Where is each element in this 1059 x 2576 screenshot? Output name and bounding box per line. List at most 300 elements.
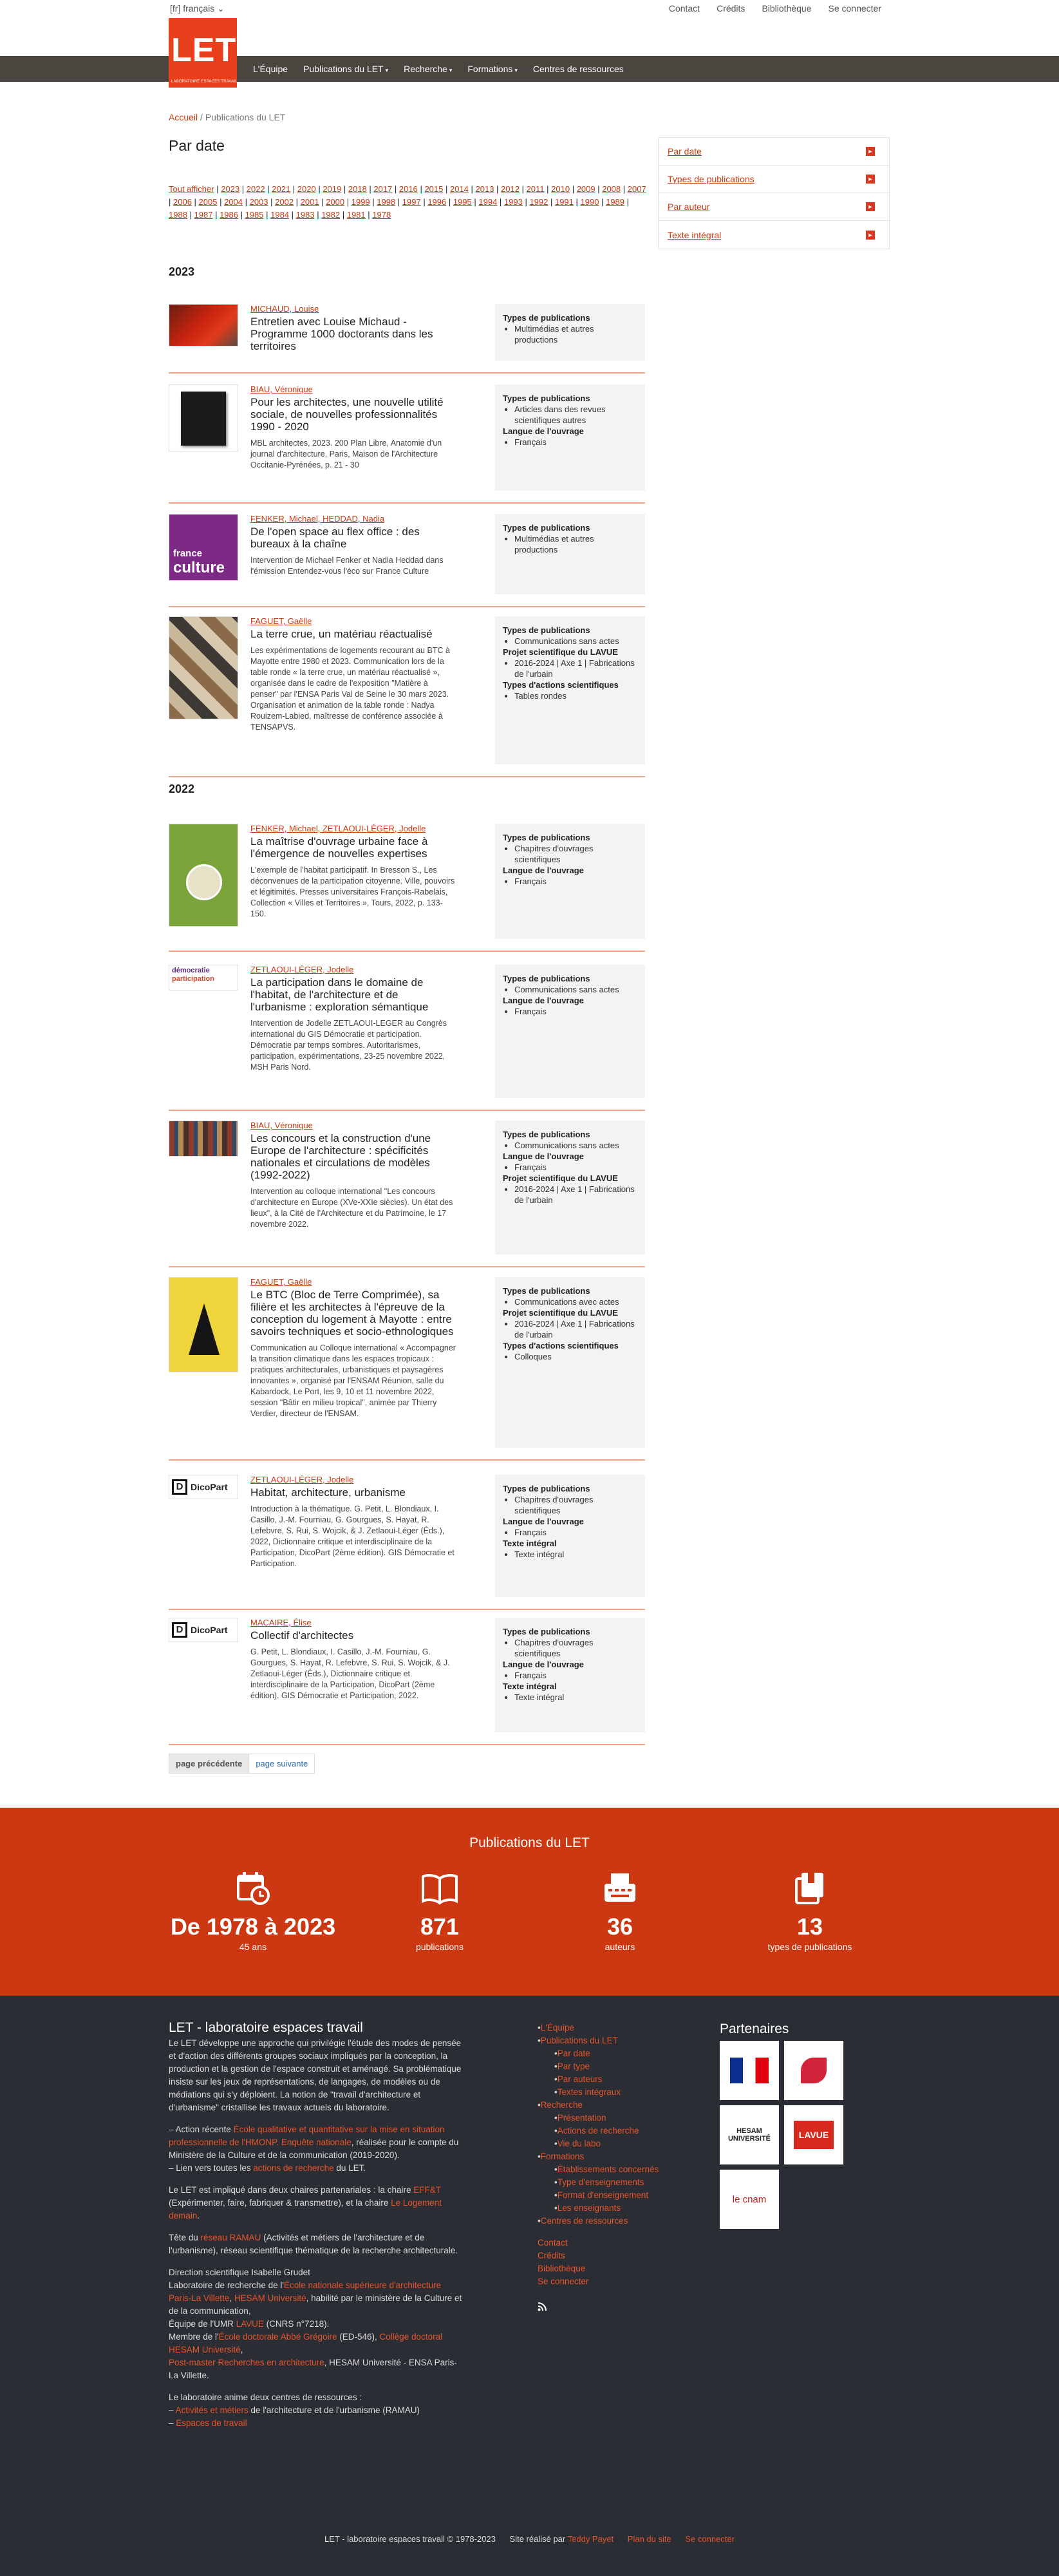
meta-value[interactable]: • Communications sans actes	[514, 636, 637, 647]
meta-list	[514, 1692, 637, 1703]
publication-authors[interactable]: ZETLAOUI-LÉGER, Jodelle	[250, 1475, 354, 1484]
dicopart-logo	[172, 1622, 228, 1638]
publication-thumbnail[interactable]	[169, 304, 238, 346]
swirl-shape	[801, 2058, 827, 2083]
footer-extra-item	[538, 2249, 659, 2262]
meta-value[interactable]: • Multimédias et autres productions	[514, 533, 637, 555]
meta-heading: Projet scientifique du LAVUE	[503, 1173, 618, 1183]
nav-item-2[interactable]	[404, 64, 452, 74]
publication-meta	[495, 1277, 645, 1448]
postmaster-link[interactable]: Post-master Recherches en architecture	[169, 2358, 324, 2367]
year-link[interactable]: 2022	[246, 184, 265, 194]
footer-menu-link[interactable]: Publications du LET	[540, 2036, 618, 2045]
year-link[interactable]: 2003	[249, 197, 268, 207]
publication-meta	[495, 965, 645, 1098]
nav-item-label: Publications du LET	[303, 64, 384, 74]
year-heading: 2022	[169, 782, 195, 795]
breadcrumb-home[interactable]: Accueil	[169, 112, 198, 122]
logo-text: LET	[171, 32, 237, 69]
footer-extra-link[interactable]: Crédits	[538, 2251, 565, 2260]
footer-about	[169, 2022, 465, 2439]
year-separator: |	[443, 184, 450, 194]
year-link[interactable]: 1989	[606, 197, 624, 207]
footer-actions	[169, 2123, 465, 2175]
year-link[interactable]: 1994	[478, 197, 498, 207]
year-separator: |	[294, 197, 301, 207]
footer-extra-link[interactable]: Se connecter	[538, 2277, 589, 2286]
publication-item	[169, 1475, 645, 1610]
ecole-doctorale-link[interactable]: École doctorale Abbé Grégoire	[218, 2332, 337, 2342]
footer-menu-item	[554, 2176, 659, 2189]
meta-value[interactable]: • Tables rondes	[514, 690, 637, 701]
footer-menu-link[interactable]: L'Équipe	[540, 2023, 574, 2032]
lavue-link[interactable]: LAVUE	[236, 2319, 264, 2329]
text: –	[169, 2418, 176, 2428]
year-link[interactable]: 1995	[453, 197, 472, 207]
nav-item-0[interactable]	[253, 64, 288, 74]
year-link[interactable]: 1990	[580, 197, 599, 207]
footer-menu-link[interactable]: Centres de ressources	[540, 2216, 628, 2226]
year-link[interactable]: 2023	[221, 184, 240, 194]
logo-line: démocratie	[172, 967, 210, 974]
footer-menu-link[interactable]: Par date	[557, 2049, 590, 2058]
meta-list	[514, 843, 637, 865]
publication-authors[interactable]: BIAU, Véronique	[250, 1121, 313, 1130]
year-separator: |	[392, 184, 399, 194]
footer-login-link[interactable]: Se connecter	[685, 2534, 735, 2544]
footer-extra-item	[538, 2275, 659, 2288]
footer-menu-link[interactable]: Actions de recherche	[557, 2126, 639, 2136]
stat-1	[350, 1871, 530, 1952]
text: , HESAM Université - ENSA Paris-La Villette.	[169, 2358, 457, 2380]
hesam-universite-logo[interactable]	[720, 2105, 779, 2164]
publication-description: Intervention de Jodelle ZETLAOUI-LEGER au Congrès international du GIS Démocratie et participation. Démocratie par temps sombres. Autoritarismes, participation, expérimentations, 23-25 novembre 2022, MSH Paris Nord.	[250, 1019, 447, 1072]
center-ramau-link[interactable]: Activités et métiers	[175, 2405, 248, 2415]
year-separator: |	[341, 184, 348, 194]
publication-main	[250, 1277, 456, 1419]
year-link[interactable]: 2012	[501, 184, 520, 194]
publication-thumbnail[interactable]	[169, 1277, 238, 1372]
year-link[interactable]: 2010	[551, 184, 570, 194]
partner-label: LAVUE	[794, 2121, 834, 2149]
meta-heading: Texte intégral	[503, 1681, 557, 1691]
publication-meta	[495, 1618, 645, 1732]
cover-letter	[189, 1303, 220, 1355]
year-separator: |	[395, 197, 402, 207]
hesam-link[interactable]: HESAM Université	[234, 2293, 306, 2303]
footer-menu-item	[554, 2047, 659, 2060]
meta-value[interactable]: • 2016-2024 | Axe 1 | Fabrications de l'urbain	[514, 1318, 637, 1340]
footer-actions-link[interactable]: actions de recherche	[253, 2163, 334, 2173]
meta-heading: Types de publications	[503, 1627, 590, 1636]
publication-title[interactable]: Collectif d'architectes	[250, 1629, 354, 1642]
meta-list	[514, 690, 637, 701]
footer-menu-link[interactable]: Vie du labo	[557, 2139, 601, 2148]
year-separator: |	[471, 197, 479, 207]
meta-heading: Types de publications	[503, 974, 590, 983]
breadcrumb-separator: /	[200, 112, 205, 122]
year-link[interactable]: 2017	[373, 184, 393, 194]
meta-heading: Projet scientifique du LAVUE	[503, 1308, 618, 1318]
footer-extra-link[interactable]: Bibliothèque	[538, 2264, 586, 2273]
sitemap-link[interactable]: Plan du site	[627, 2534, 671, 2544]
text: , réalisée pour le compte du Ministère de la Culture et de la communication (2019-2020).	[169, 2137, 459, 2160]
publication-authors[interactable]: FENKER, Michael, ZETLAOUI-LÉGER, Jodelle	[250, 824, 426, 833]
publication-main	[250, 1121, 456, 1230]
year-link[interactable]: 2004	[224, 197, 243, 207]
year-separator: |	[544, 184, 552, 194]
meta-value[interactable]: • Français	[514, 1162, 637, 1173]
year-link[interactable]: 1992	[529, 197, 548, 207]
meta-value[interactable]: • Français	[514, 876, 637, 887]
year-link[interactable]: 2013	[475, 184, 494, 194]
publication-authors[interactable]: FAGUET, Gaëlle	[250, 1277, 312, 1287]
meta-value[interactable]: • Français	[514, 1527, 637, 1538]
meta-heading: Langue de l'ouvrage	[503, 1151, 584, 1161]
publication-thumbnail[interactable]	[169, 824, 238, 927]
top-link-contact[interactable]: Contact	[668, 3, 700, 14]
year-separator: |	[365, 210, 373, 220]
year-heading: 2023	[169, 265, 195, 278]
sidebar-item-label: Types de publications	[668, 174, 754, 184]
footer-menu-link[interactable]: Formations	[540, 2152, 585, 2161]
year-link[interactable]: 1986	[220, 210, 238, 220]
year-link[interactable]: 1993	[503, 197, 523, 207]
year-index	[169, 183, 648, 222]
footer-menu-link[interactable]: Textes intégraux	[557, 2087, 621, 2097]
year-separator: |	[446, 197, 453, 207]
year-link[interactable]: 2000	[326, 197, 345, 207]
meta-heading: Types de publications	[503, 393, 590, 403]
nav-item-3[interactable]	[467, 64, 518, 74]
footer-menu-item	[554, 2189, 659, 2202]
text: – Lien vers toutes les	[169, 2163, 254, 2173]
stat-label: types de publications	[767, 1942, 852, 1952]
stat-value: 871	[420, 1913, 460, 1940]
year-separator: |	[599, 197, 606, 207]
publication-thumbnail[interactable]	[169, 1618, 238, 1642]
publication-title[interactable]: Habitat, architecture, urbanisme	[250, 1486, 406, 1499]
chair-efft-link[interactable]: EFF&T	[413, 2185, 441, 2195]
year-link[interactable]: 1991	[554, 197, 574, 207]
stat-3	[720, 1871, 900, 1952]
publication-description: Les expérimentations de logements recourant au BTC à Mayotte entre 1980 et 2023. Communication lors de la table ronde « la terre crue, un matériau réactualisé », organisée dans le cadre de l'exposition "Matière à penser" par l'ENSA Paris Val de Seine le 30 mars 2023. Organisation et animation de la table ronde : Nadya Rouizem-Labied, maîtresse de conférence associée à TENSAPVS.	[250, 646, 450, 732]
publication-thumbnail[interactable]	[169, 1475, 238, 1499]
footer-menu-item	[554, 2163, 659, 2176]
year-link[interactable]: 1984	[270, 210, 290, 220]
publication-meta	[495, 514, 645, 594]
nav-item-4[interactable]	[533, 64, 624, 74]
text: ,	[240, 2345, 243, 2354]
publication-authors[interactable]: MACAIRE, Élise	[250, 1618, 312, 1627]
meta-list	[514, 323, 637, 345]
chair-logement-link[interactable]: Le Logement demain	[169, 2198, 442, 2221]
footer-menu-link[interactable]: Établissements concernés	[557, 2164, 659, 2174]
year-link[interactable]: 2011	[526, 184, 545, 194]
text: du LET.	[333, 2163, 366, 2173]
footer-intro: Le LET développe une approche qui privilégie l'étude des modes de pensée et d'action des différents groupes sociaux impliqués par la conception, la production et la gestion de l'espace construit et aménagé. Sa problématique insiste sur les jeux de représentations, de langages, de modèles ou de médiations qui s'y déploient. La notion de "travail d'architecture et d'urbanisme" cristallise les travaux actuels du laboratoire.	[169, 2038, 462, 2112]
publication-description: Communication au Colloque international « Accompagner la transition climatique dans les espaces tropicaux : pratiques architecturales, urbanistiques et paysagères innovantes », organisé par l'ENSAM Réunion, salle du Kabardock, Le Port, les 9, 10 et 11 novembre 2022, session "Bâtir en milieu tropical", animée par Thierry Verdier, directeur de l'ENSAM.	[250, 1343, 456, 1418]
text: Direction scientifique Isabelle Grudet	[169, 2268, 310, 2277]
breadcrumb-current: Publications du LET	[205, 112, 286, 122]
footer-action-link[interactable]: École qualitative et quantitative sur la mise en situation professionnelle de l'HMONP. Enquête nationale	[169, 2125, 445, 2147]
lavue-logo[interactable]	[784, 2105, 843, 2164]
publication-main	[250, 514, 456, 577]
footer-menu-link[interactable]: Par auteurs	[557, 2074, 603, 2084]
meta-list	[514, 1351, 637, 1362]
top-link-login[interactable]: Se connecter	[828, 3, 881, 14]
year-link[interactable]: 2019	[323, 184, 342, 194]
footer-menu-link[interactable]: Type d'enseignements	[557, 2177, 644, 2187]
cover-circle	[186, 864, 222, 900]
center-espaces-link[interactable]: Espaces de travail	[176, 2418, 247, 2428]
stats-title: Publications du LET	[469, 1835, 590, 1850]
year-link-all[interactable]: Tout afficher	[169, 184, 214, 194]
year-link[interactable]: 2006	[173, 197, 192, 207]
meta-heading: Langue de l'ouvrage	[503, 866, 584, 875]
sidebar	[658, 137, 890, 249]
year-link[interactable]: 2021	[272, 184, 291, 194]
publication-authors[interactable]: ZETLAOUI-LÉGER, Jodelle	[250, 965, 354, 974]
meta-value[interactable]: • Texte intégral	[514, 1549, 637, 1560]
text: – Action récente	[169, 2125, 234, 2134]
meta-value[interactable]: • Communications sans actes	[514, 1140, 637, 1151]
year-link[interactable]: 1978	[372, 210, 391, 220]
publication-item	[169, 1618, 645, 1745]
meta-value[interactable]: • Articles dans des revues scientifiques autres	[514, 404, 637, 426]
year-separator: |	[242, 197, 250, 207]
calendar-clock-icon	[140, 1871, 366, 1908]
meta-value[interactable]: • Multimédias et autres productions	[514, 323, 637, 345]
text: , habilité par le ministère de la Culture et de la communication,	[169, 2293, 462, 2316]
publication-title[interactable]: La participation dans le domaine de l'habitat, de l'architecture et de l'urbanisme : exploration sémantique	[250, 976, 429, 1013]
meta-list	[514, 1670, 637, 1681]
arrow-right-icon: ►	[866, 231, 875, 240]
publication-meta	[495, 304, 645, 361]
year-link[interactable]: 1985	[245, 210, 264, 220]
year-link[interactable]: 1998	[377, 197, 396, 207]
language-selector[interactable]	[170, 3, 225, 14]
publication-title[interactable]: De l'open space au flex office : des bureaux à la chaîne	[250, 526, 420, 550]
year-link[interactable]: 2014	[449, 184, 469, 194]
meta-heading: Langue de l'ouvrage	[503, 996, 584, 1005]
publication-title[interactable]: Les concours et la construction d'une Europe de l'architecture : spécificités nationales et circulations de modèles (1992-2022)	[250, 1132, 431, 1181]
sidebar-item-2[interactable]	[659, 193, 889, 221]
publication-meta	[495, 616, 645, 764]
publication-thumbnail[interactable]	[169, 514, 238, 581]
partner-label: HESAM UNIVERSITÉ	[727, 2127, 771, 2143]
footer-menu-item	[538, 2022, 659, 2034]
meta-value[interactable]: • Chapitres d'ouvrages scientifiques	[514, 843, 637, 865]
publication-authors[interactable]: FAGUET, Gaëlle	[250, 616, 312, 626]
footer-menu-item	[538, 2150, 659, 2163]
meta-value[interactable]: • Français	[514, 1670, 637, 1681]
meta-value[interactable]: • Français	[514, 1006, 637, 1017]
meta-value[interactable]: • Communications avec actes	[514, 1296, 637, 1307]
meta-heading: Types d'actions scientifiques	[503, 680, 619, 690]
year-separator: |	[417, 184, 425, 194]
year-link[interactable]: 2001	[300, 197, 319, 207]
publication-meta	[495, 384, 645, 491]
arrow-right-icon: ►	[866, 175, 875, 184]
meta-list	[514, 1296, 637, 1307]
meta-heading: Langue de l'ouvrage	[503, 1517, 584, 1526]
publication-main	[250, 824, 456, 920]
footer-institutions	[169, 2266, 465, 2382]
meta-value[interactable]: • Communications sans actes	[514, 984, 637, 995]
publication-main	[250, 1475, 456, 1569]
footer-menu-item	[538, 2099, 659, 2112]
publication-authors[interactable]: MICHAUD, Louise	[250, 304, 319, 314]
sidebar-item-1[interactable]	[659, 166, 889, 193]
publication-thumbnail[interactable]	[169, 1121, 238, 1157]
ramau-link[interactable]: réseau RAMAU	[200, 2233, 261, 2242]
partner-label: le cnam	[732, 2193, 767, 2205]
year-separator: |	[239, 184, 247, 194]
text: Le LET est impliqué dans deux chaires partenariales : la chaire	[169, 2185, 414, 2195]
publication-authors[interactable]: BIAU, Véronique	[250, 384, 313, 394]
year-link[interactable]: 2018	[348, 184, 367, 194]
year-link[interactable]: 2009	[576, 184, 595, 194]
publication-title[interactable]: Pour les architectes, une nouvelle utilité sociale, de nouvelles professionnalités 1990 - 2020	[250, 396, 444, 433]
sidebar-item-0[interactable]	[659, 138, 889, 166]
stat-value: 13	[796, 1913, 823, 1940]
dicopart-logo	[172, 1479, 228, 1495]
year-link[interactable]: 1999	[351, 197, 370, 207]
chevron-down-icon: ⌄	[217, 3, 225, 14]
top-bar	[0, 0, 1059, 19]
year-separator: |	[263, 210, 271, 220]
year-link[interactable]: 2015	[424, 184, 444, 194]
arrow-right-icon: ►	[866, 147, 875, 156]
year-link[interactable]: 2005	[198, 197, 218, 207]
logo-line: participation	[172, 975, 215, 983]
partners-title: Partenaires	[720, 2022, 789, 2036]
publication-title[interactable]: La terre crue, un matériau réactualisé	[250, 628, 433, 640]
prev-page-button[interactable]: page précédente	[169, 1754, 249, 1774]
next-page-button[interactable]: page suivante	[249, 1754, 315, 1774]
text: .	[197, 2211, 200, 2221]
year-separator: |	[420, 197, 428, 207]
footer-centers	[169, 2391, 465, 2430]
meta-list	[514, 404, 637, 426]
meta-value[interactable]: • Chapitres d'ouvrages scientifiques	[514, 1494, 637, 1516]
meta-value[interactable]: • Colloques	[514, 1351, 637, 1362]
meta-list	[514, 1494, 637, 1516]
footer-menu-link[interactable]: Format d'enseignement	[557, 2190, 649, 2200]
made-by-prefix: Site réalisé par	[509, 2534, 568, 2544]
year-separator: |	[522, 197, 530, 207]
footer-menu-link[interactable]: Recherche	[540, 2100, 583, 2110]
text: Le laboratoire anime deux centres de ressources :	[169, 2392, 362, 2402]
meta-value[interactable]: • 2016-2024 | Axe 1 | Fabrications de l'urbain	[514, 1184, 637, 1206]
republique-francaise-logo[interactable]	[720, 2041, 779, 2100]
year-link[interactable]: 2020	[297, 184, 316, 194]
publication-item	[169, 1121, 645, 1267]
footer-menu-link[interactable]: Présentation	[557, 2113, 606, 2123]
publication-meta	[495, 824, 645, 939]
year-link[interactable]: 1981	[346, 210, 366, 220]
year-link[interactable]: 2016	[398, 184, 418, 194]
year-link[interactable]: 1988	[169, 210, 187, 220]
rss-icon[interactable]	[538, 2302, 659, 2315]
text: (ED-546),	[337, 2332, 380, 2342]
meta-heading: Types d'actions scientifiques	[503, 1341, 619, 1350]
ensa-paris-la-villette-logo[interactable]	[784, 2041, 843, 2100]
cnam-logo[interactable]	[720, 2170, 779, 2229]
year-link[interactable]: 2007	[627, 184, 646, 194]
publication-description: Intervention au colloque international "Les concours d'architecture en Europe (XVe-XXIe siècles). Un état des lieux", à la Cité de l'Architecture et du Patrimoine, le 17 novembre 2022.	[250, 1187, 453, 1229]
meta-value[interactable]: • Texte intégral	[514, 1692, 637, 1703]
year-link[interactable]: 1987	[194, 210, 213, 220]
publication-thumbnail[interactable]	[169, 384, 238, 451]
meta-list	[514, 1006, 637, 1017]
site-logo[interactable]	[169, 18, 237, 88]
flag-shape	[730, 2058, 769, 2083]
year-link[interactable]: 1983	[295, 210, 315, 220]
year-separator: |	[214, 184, 221, 194]
meta-value[interactable]: • Français	[514, 437, 637, 448]
meta-value[interactable]: • Chapitres d'ouvrages scientifiques	[514, 1637, 637, 1659]
stat-label: 45 ans	[239, 1942, 267, 1952]
footer-menu-link[interactable]: Les enseignants	[557, 2203, 621, 2213]
publication-main	[250, 384, 456, 471]
year-separator: |	[621, 184, 628, 194]
top-link-bibliotheque[interactable]: Bibliothèque	[762, 3, 812, 14]
nav-item-1[interactable]	[303, 64, 388, 74]
publication-title[interactable]: Le BTC (Bloc de Terre Comprimée), sa filière et les architectes à l'épreuve de la conception du logement à Mayotte : entre savoirs techniques et socio-ethnologiques	[250, 1289, 454, 1338]
publication-description: Introduction à la thématique. G. Petit, L. Blondiaux, I. Casillo, J.-M. Fourniau, G. Gourgues, S. Hayat, R. Lefebvre, S. Rui, S. Wojcik, & J. Zetlaoui-Léger (Éds.), 2022, Dictionnaire critique et interdisciplinaire de la Participation, DicoPart (2ème édition). GIS Démocratie et Participation.	[250, 1504, 455, 1568]
copyright-text: LET - laboratoire espaces travail © 1978-2023	[324, 2534, 496, 2544]
made-by-link[interactable]: Teddy Payet	[567, 2534, 614, 2544]
publication-thumbnail[interactable]	[169, 616, 238, 719]
partners	[720, 2022, 843, 2229]
publication-thumbnail[interactable]	[169, 965, 238, 990]
meta-list	[514, 437, 637, 448]
logo-line: DicoPart	[191, 1625, 228, 1635]
year-separator: |	[468, 184, 476, 194]
meta-list	[514, 636, 637, 647]
publication-title[interactable]: Entretien avec Louise Michaud - Programme 1000 doctorants dans les territoires	[250, 316, 433, 352]
footer-extra-link[interactable]: Contact	[538, 2238, 568, 2248]
footer-menu-link[interactable]: Par type	[557, 2061, 590, 2071]
meta-heading: Types de publications	[503, 1286, 590, 1296]
meta-value[interactable]: • 2016-2024 | Axe 1 | Fabrications de l'urbain	[514, 658, 637, 679]
top-link-credits[interactable]: Crédits	[717, 3, 745, 14]
year-link[interactable]: 2008	[602, 184, 621, 194]
year-separator: |	[265, 184, 272, 194]
ensapl-link[interactable]: École nationale supérieure d'architecture Paris-La Villette	[169, 2280, 442, 2303]
main-nav	[0, 56, 1059, 82]
publication-description: G. Petit, L. Blondiaux, I. Casillo, J.-M. Fourniau, G. Gourgues, S. Hayat, R. Lefebvre, S. Rui, S. Wojcik, & J. Zetlaoui-Léger (Éds.), Dictionnaire critique et interdisciplinaire de la Participation, DicoPart (2ème édition). GIS Démocratie et Participation, 2022.	[250, 1647, 450, 1700]
college-doctoral-link[interactable]: Collège doctoral HESAM Université	[169, 2332, 443, 2354]
sidebar-item-3[interactable]	[659, 221, 889, 249]
pagination	[169, 1754, 315, 1774]
copyright-bar	[0, 2534, 1059, 2544]
publication-item	[169, 514, 645, 607]
year-separator: |	[238, 210, 245, 220]
year-link[interactable]: 1982	[321, 210, 341, 220]
open-book-icon	[350, 1871, 530, 1908]
text: de l'architecture et de l'urbanisme (RAMAU)	[248, 2405, 420, 2415]
publication-description: MBL architectes, 2023. 200 Plan Libre, Anatomie d'un journal d'architecture, Paris, Maison de l'Architecture Occitanie-Pyrénées, p. 21 - 30	[250, 439, 442, 469]
publication-authors[interactable]: FENKER, Michael, HEDDAD, Nadia	[250, 514, 385, 524]
year-link[interactable]: 1997	[402, 197, 421, 207]
year-link[interactable]: 2002	[275, 197, 294, 207]
year-link[interactable]: 1996	[427, 197, 447, 207]
publication-title[interactable]: La maîtrise d'ouvrage urbaine face à l'émergence de nouvelles expertises	[250, 835, 428, 860]
publication-item	[169, 304, 645, 374]
